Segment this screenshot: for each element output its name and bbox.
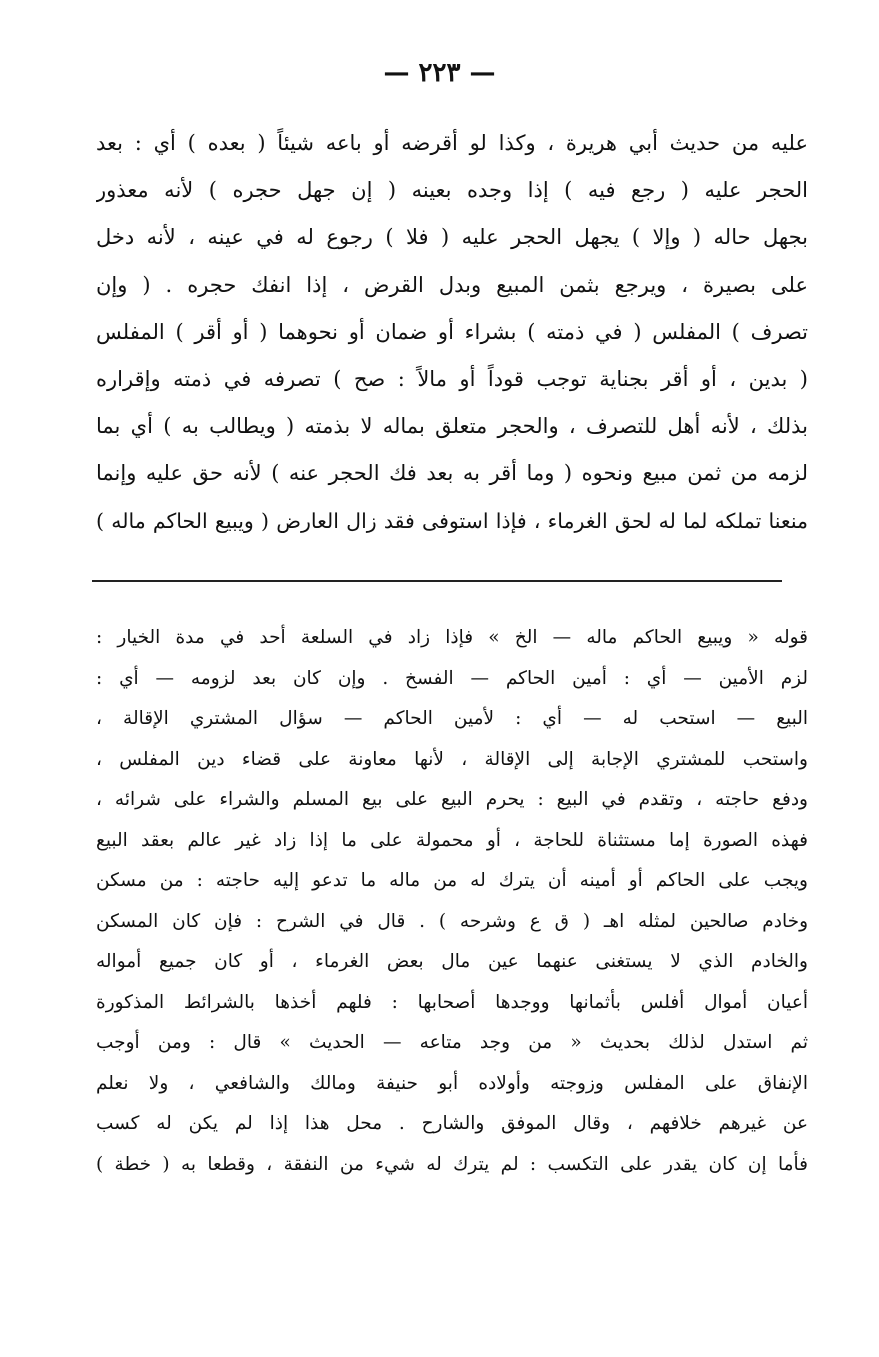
main-text-line: بذلك ، لأنه أهل للتصرف ، والحجر متعلق بماله لا بذمته ( ويطالب به ) أي بما (96, 414, 808, 439)
main-text-line: عليه من حديث أبي هريرة ، وكذا لو أقرضه أو باعه شيئاً ( بعده ) أي : بعد (96, 131, 808, 155)
footnote-line: عن غيرهم خلافهم ، وقال الموفق والشارح . محل هذا إذا لم يكن له كسب (96, 1113, 808, 1134)
footnote-line: فأما إن كان يقدر على التكسب : لم يترك له شيء من النفقة ، وقطعا به ( خطة ) (96, 1153, 808, 1175)
main-text-line: بجهل حاله ( وإلا ) يجهل الحجر عليه ( فلا ) رجوع له في عينه ، لأنه دخل (96, 225, 808, 250)
main-text-line: منعنا تملكه لما له لحق الغرماء ، فإذا استوفى فقد زال العارض ( ويبيع الحاكم ماله ) (96, 508, 808, 533)
footnote-line: واستحب للمشتري الإجابة إلى الإقالة ، لأنها معاونة على قضاء دين المفلس ، (96, 748, 808, 770)
footnote-divider (92, 580, 782, 582)
main-text-line: تصرف ) المفلس ( في ذمته ) بشراء أو ضمان أو نحوهما ( أو أقر ) المفلس (96, 319, 808, 344)
footnote-line: البيع — استحب له — أي : لأمين الحاكم — سؤال المشتري الإقالة ، (96, 708, 808, 729)
footnote-line: ثم استدل لذلك بحديث « من وجد متاعه — الحديث » قال : ومن أوجب (96, 1032, 808, 1053)
main-text-line: لزمه من ثمن مبيع ونحوه ( وما أقر به بعد فك الحجر عنه ) لأنه حق عليه وإنما (96, 461, 808, 486)
footnote-line: ودفع حاجته ، وتقدم في البيع : يحرم البيع على بيع المسلم والشراء على شرائه ، (96, 789, 808, 810)
main-text-line: الحجر عليه ( رجع فيه ) إذا وجده بعينه ( إن جهل حجره ) لأنه معذور (96, 178, 808, 203)
footnote-block (96, 618, 808, 1185)
main-text-block (96, 120, 808, 545)
footnote-line: والخادم الذي لا يستغنى عنهما عين مال بعض الغرماء ، أو كان جميع أمواله (96, 951, 808, 972)
footnote-line: أعيان أموال أفلس بأثمانها ووجدها أصحابها : فلهم أخذها بالشرائط المذكورة (96, 991, 808, 1013)
footnote-line: وخادم صالحين لمثله اهـ ( ق ع وشرحه ) . قال في الشرح : فإن كان المسكن (96, 910, 808, 932)
main-text-line: ( بدين ، أو أقر بجناية توجب قوداً أو مالاً : صح ) تصرفه في ذمته وإقراره (96, 366, 808, 391)
footnote-line: قوله « ويبيع الحاكم ماله — الخ » فإذا زاد في السلعة أحد في مدة الخيار : (96, 627, 808, 648)
footnote-line: فهذه الصورة إما مستثناة للحاجة ، أو محمولة على ما إذا زاد غير عالم بعقد البيع (96, 829, 808, 851)
footnote-line: ويجب على الحاكم أو أمينه أن يترك له من ماله ما تدعو إليه حاجته : من مسكن (96, 870, 808, 891)
footnote-line: لزم الأمين — أي : أمين الحاكم — الفسخ . وإن كان بعد لزومه — أي : (96, 667, 808, 689)
main-text-line: على بصيرة ، ويرجع بثمن المبيع وبدل القرض ، إذا انفك حجره . ( وإن (96, 272, 808, 297)
footnote-line: الإنفاق على المفلس وزوجته وأولاده أبو حنيفة ومالك والشافعي ، ولا نعلم (96, 1072, 808, 1094)
page-number: — ٢٢٣ — (383, 58, 496, 88)
